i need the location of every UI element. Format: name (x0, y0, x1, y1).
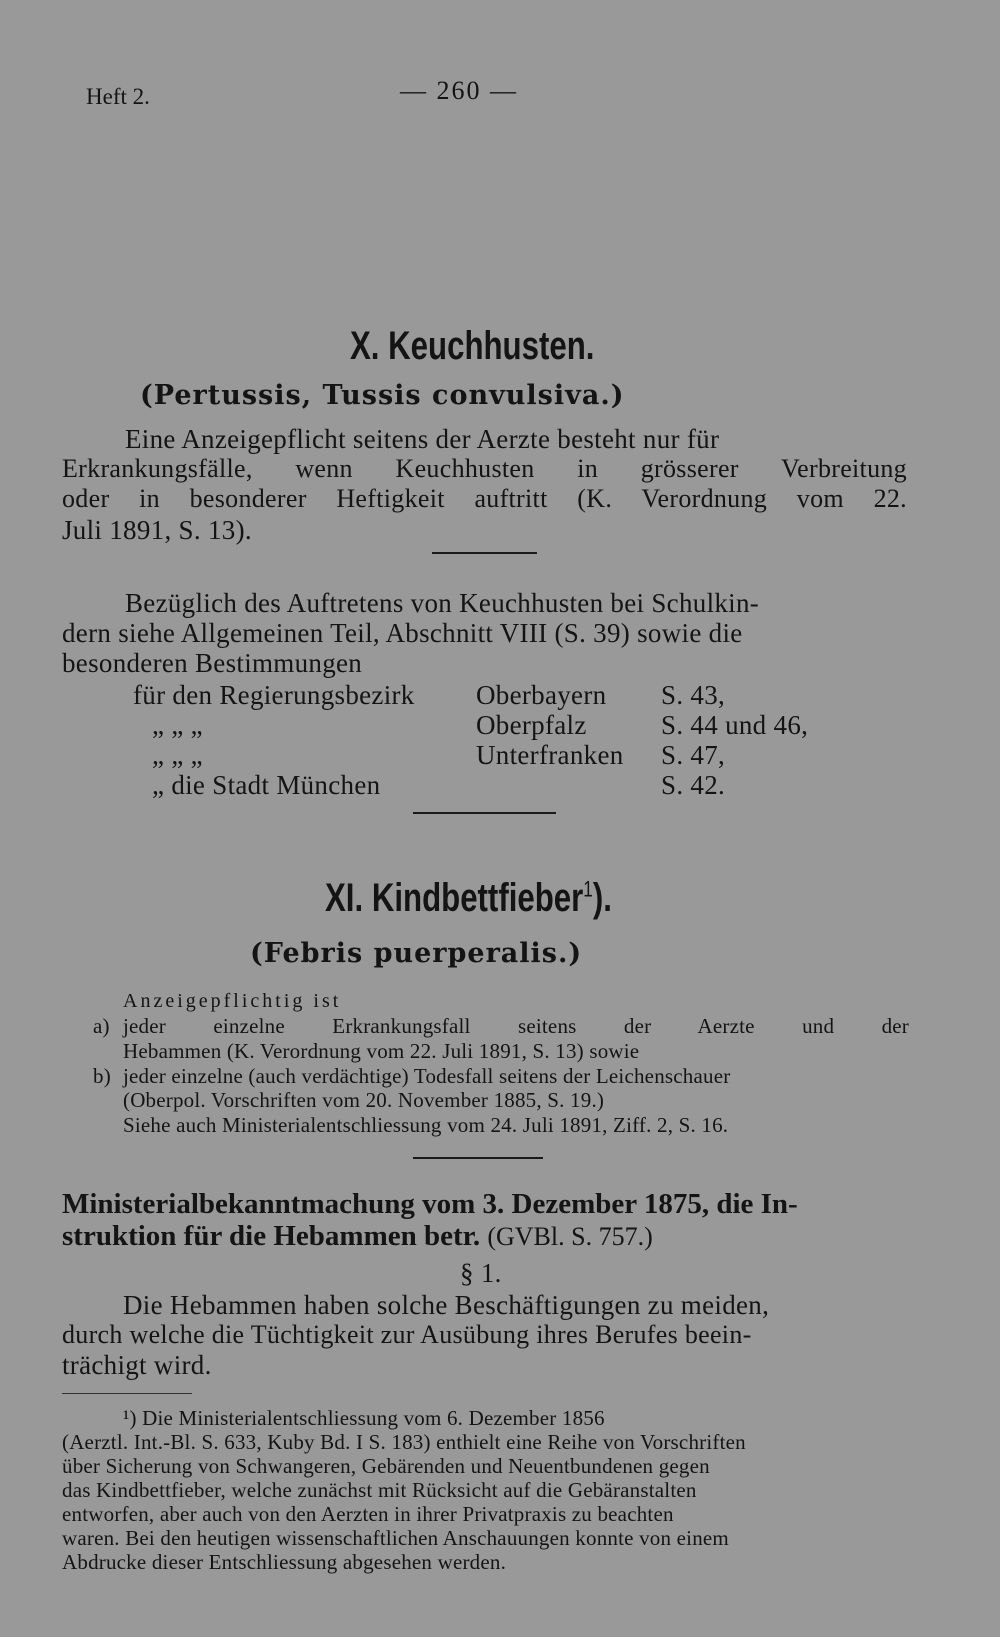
footnote-divider (62, 1393, 192, 1394)
ministerial-title-line1: Ministerialbekanntmachung vom 3. Dezember 1875, die In- (62, 1188, 798, 1220)
footnote-line: das Kindbettfieber, welche zunächst mit Rücksicht auf die Gebäranstalten (62, 1478, 697, 1502)
running-header-issue: Heft 2. (86, 84, 150, 109)
footnote-reference: 1 (583, 876, 593, 902)
section-x-title: X. Keuchhusten. (350, 324, 595, 368)
regulation-ref: S. 42. (661, 770, 726, 800)
section-x-para1-line3: oder in besonderer Heftigkeit auftritt (K. Verordnung vom 22. (62, 484, 907, 513)
ministerial-text-line1: Die Hebammen haben solche Beschäftigungen zu meiden, (123, 1290, 770, 1320)
footnote-line: ¹) Die Ministerialentschliessung vom 6. Dezember 1856 (123, 1406, 605, 1430)
item-b-line2: (Oberpol. Vorschriften vom 20. November 1885, S. 19.) (123, 1088, 605, 1112)
divider (432, 552, 537, 554)
section-x-para1-line1: Eine Anzeigepflicht seitens der Aerzte besteht nur für (125, 424, 720, 454)
paragraph-mark: § 1. (460, 1258, 502, 1288)
footnote-line: über Sicherung von Schwangeren, Gebärenden und Neuentbundenen gegen (62, 1454, 710, 1478)
section-x-para2-line1: Bezüglich des Auftretens von Keuchhusten bei Schulkin- (125, 588, 760, 618)
item-a-line2: Hebammen (K. Verordnung vom 22. Juli 1891, S. 13) sowie (123, 1039, 640, 1063)
regulation-prefix: „ „ „ (152, 740, 203, 770)
ministerial-text-line3: trächigt wird. (62, 1350, 212, 1380)
regulation-region: Unterfranken (476, 740, 624, 770)
section-xi-intro: Anzeigepflichtig ist (123, 990, 342, 1012)
ministerial-title-source: (GVBl. S. 757.) (487, 1222, 653, 1251)
regulation-ref: S. 44 und 46, (661, 710, 809, 740)
section-x-para1-line4: Juli 1891, S. 13). (62, 515, 252, 545)
section-xi-subtitle: (Febris puerperalis.) (250, 938, 583, 969)
section-x-para2-line2: dern siehe Allgemeinen Teil, Abschnitt VIII (S. 39) sowie die (62, 618, 743, 648)
footnote-line: (Aerztl. Int.-Bl. S. 633, Kuby Bd. I S. 183) enthielt eine Reihe von Vorschriften (62, 1430, 746, 1454)
regulation-region: Oberpfalz (476, 710, 587, 740)
ministerial-text-line2: durch welche die Tüchtigkeit zur Ausübung ihres Berufes beein- (62, 1320, 752, 1349)
regulation-prefix: „ „ „ (152, 710, 203, 740)
section-x-para1-line2: Erkrankungsfälle, wenn Keuchhusten in grösserer Verbreitung (62, 454, 907, 483)
regulation-ref: S. 43, (661, 680, 726, 710)
section-xi-title-end: ). (592, 876, 612, 920)
regulation-ref: S. 47, (661, 740, 726, 770)
section-xi-title (325, 876, 612, 921)
regulation-prefix: „ die Stadt München (152, 770, 381, 800)
ministerial-title-bold: struktion für die Hebammen betr. (62, 1220, 481, 1252)
footnote-line: entworfen, aber auch von den Aerzten in ihrer Privatpraxis zu beachten (62, 1502, 674, 1526)
item-a-label: a) (93, 1014, 110, 1038)
item-a-line1: jeder einzelne Erkrankungsfall seitens der Aerzte und der (123, 1014, 909, 1038)
item-b-line3: Siehe auch Ministerialentschliessung vom 24. Juli 1891, Ziff. 2, S. 16. (123, 1113, 729, 1137)
ministerial-title-line2 (62, 1220, 653, 1253)
section-x-para2-line3: besonderen Bestimmungen (62, 648, 363, 678)
footnote-line: Abdrucke dieser Entschliessung abgesehen werden. (62, 1550, 507, 1574)
divider (413, 1157, 543, 1159)
item-b-line1: jeder einzelne (auch verdächtige) Todesfall seitens der Leichenschauer (123, 1064, 731, 1088)
footnote-line: waren. Bei den heutigen wissenschaftlichen Anschauungen konnte von einem (62, 1526, 729, 1550)
section-x-subtitle: (Pertussis, Tussis convulsiva.) (140, 380, 625, 411)
section-xi-title-text: XI. Kindbettfieber (325, 876, 584, 920)
item-b-label: b) (93, 1064, 111, 1088)
regulation-prefix: für den Regierungsbezirk (133, 680, 415, 710)
divider (413, 812, 556, 814)
regulation-region: Oberbayern (476, 680, 607, 710)
page-number: — 260 — (400, 76, 518, 105)
